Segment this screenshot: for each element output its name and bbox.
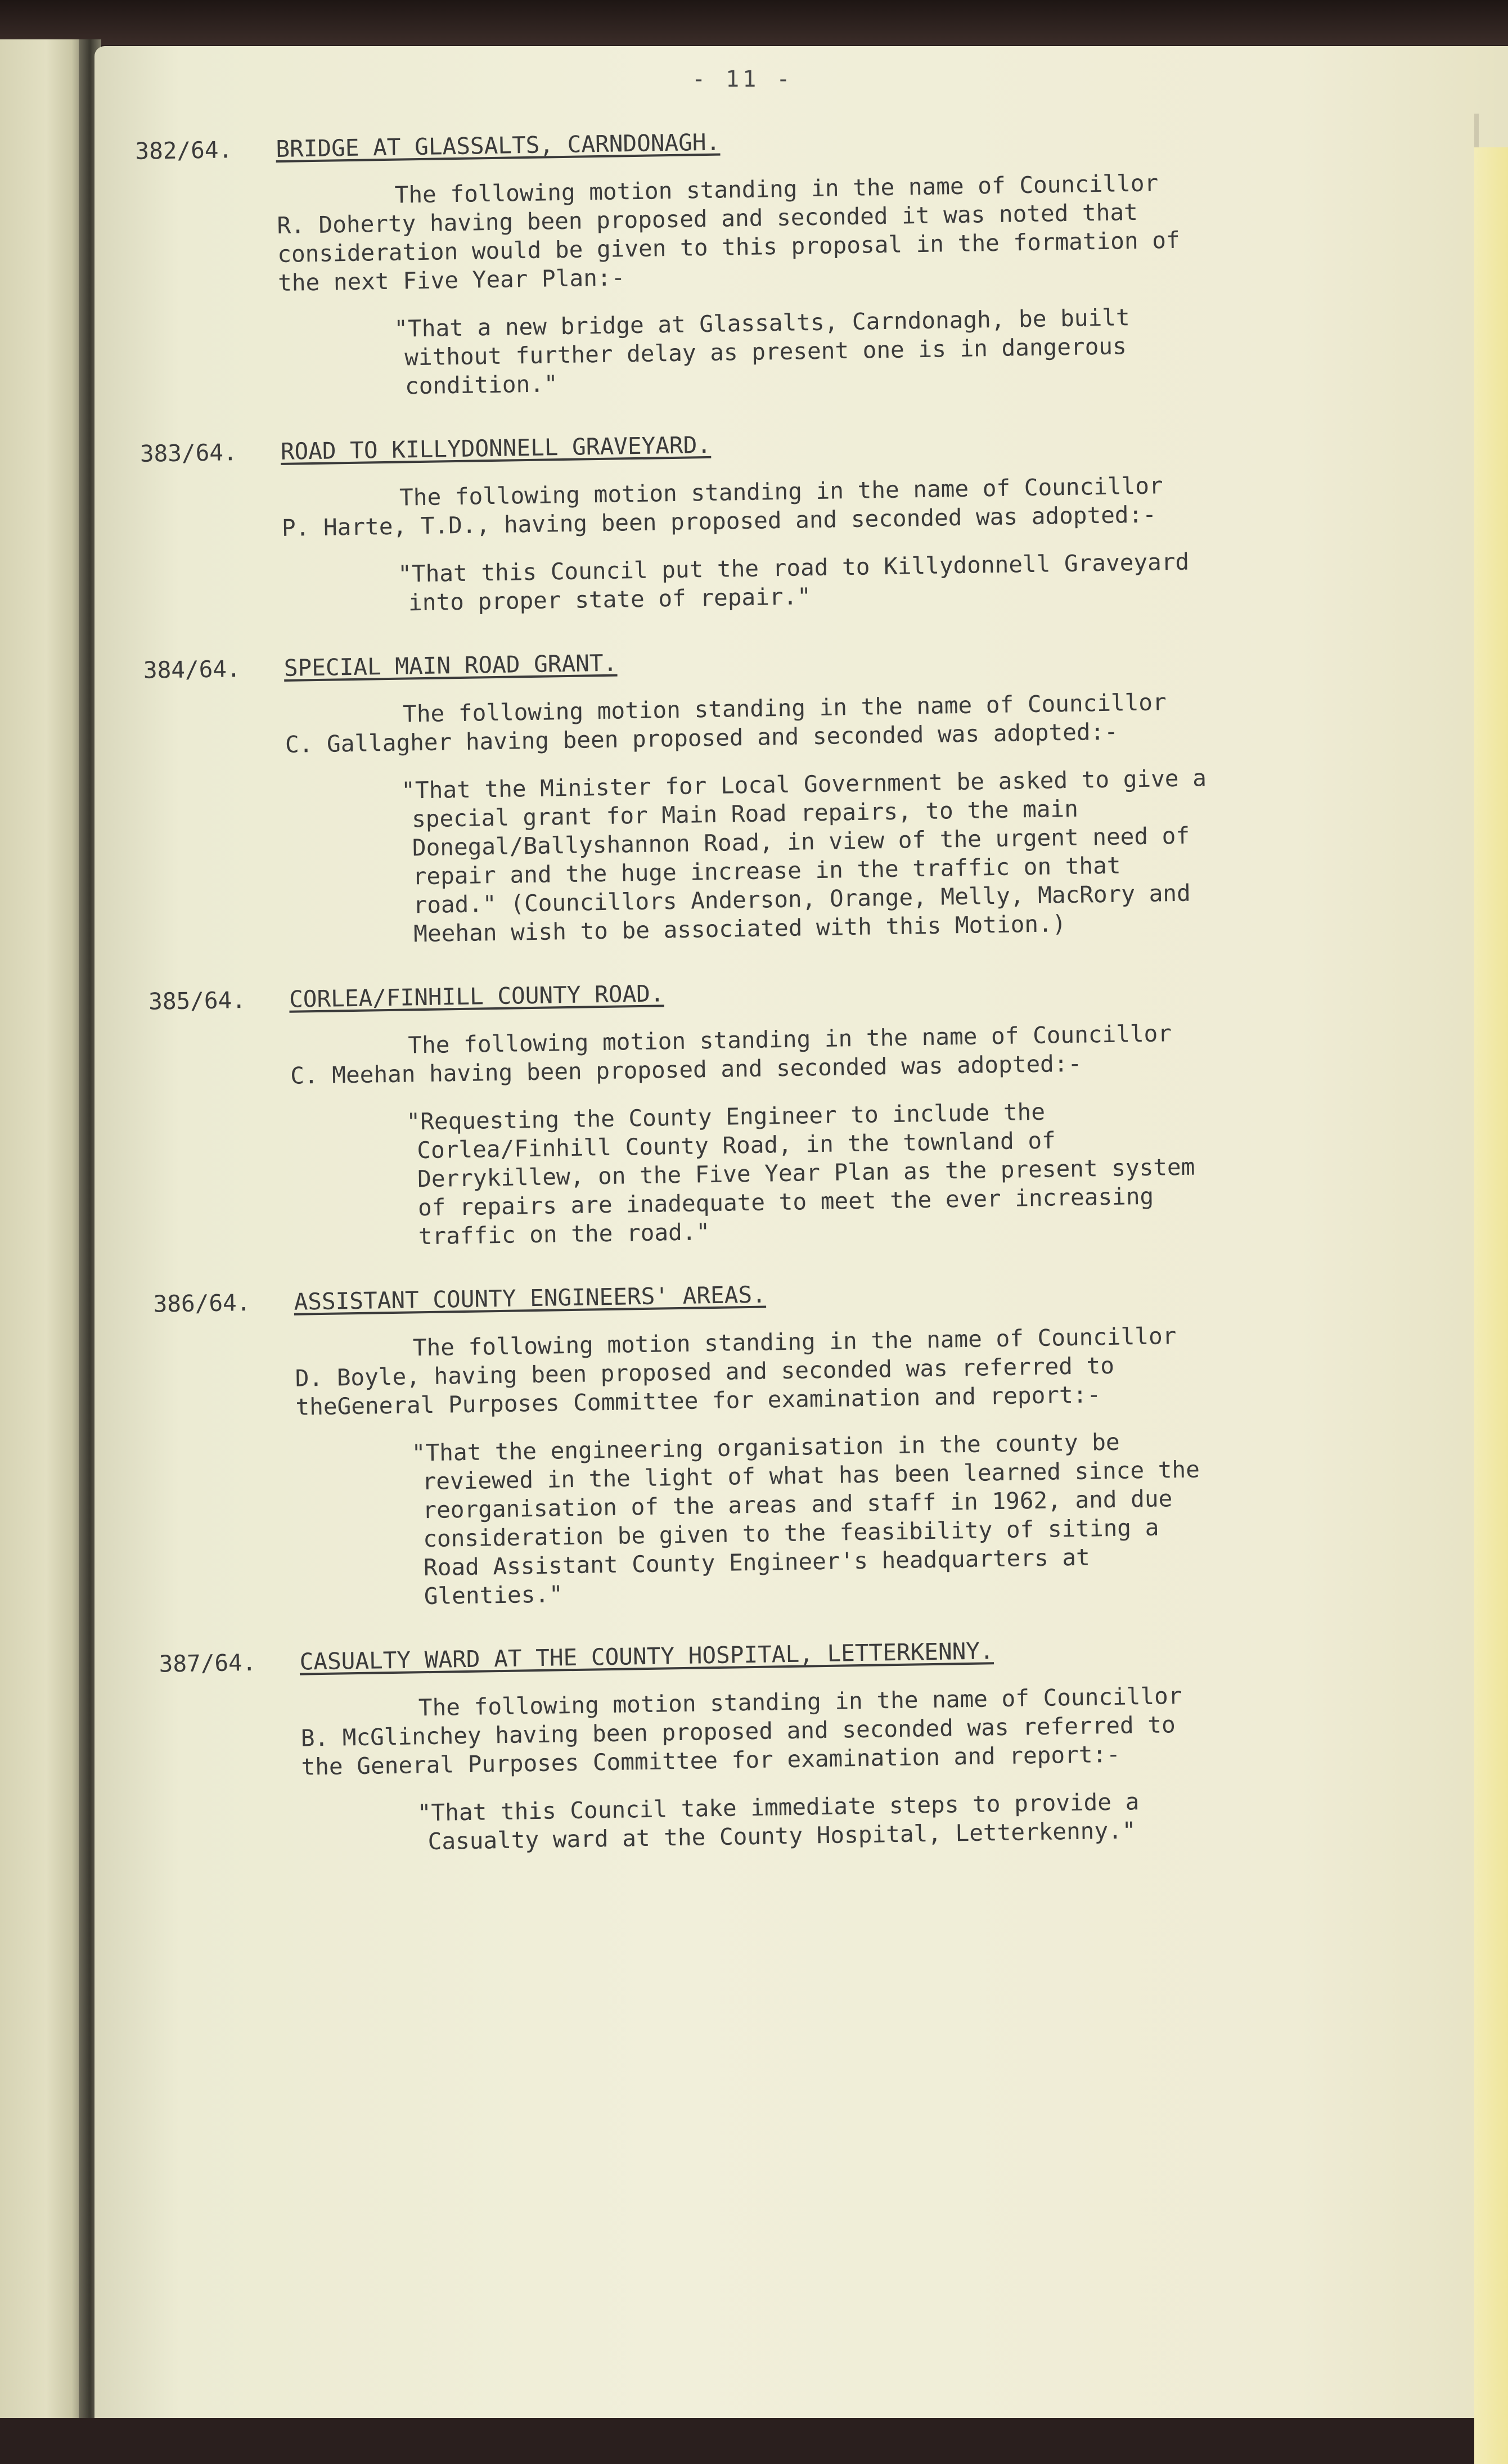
motion-text: "Requesting the County Engineer to include the Corlea/Finhill County Road, in the townland of Derrykillew, on the Five Year Plan as the present system of repairs are inadequate to meet the ever increasing traffic on the road." bbox=[406, 1098, 1195, 1250]
minute-intro: The following motion standing in the name of Councillor D. Boyle, having been proposed and seconded was referred to theGeneral Purposes Committee for examination and report:- bbox=[295, 1322, 1177, 1421]
minute-entry bbox=[148, 968, 1384, 1253]
minute-heading: ASSISTANT COUNTY ENGINEERS' AREAS. bbox=[294, 1281, 767, 1316]
minute-number: 387/64. bbox=[159, 1648, 256, 1678]
motion-text: "That this Council put the road to Killydonnell Graveyard into proper state of repair." bbox=[397, 548, 1190, 616]
facing-page bbox=[0, 39, 84, 2418]
minute-intro: The following motion standing in the name of Councillor P. Harte, T.D., having been proposed and seconded was adopted:- bbox=[281, 472, 1163, 542]
minute-intro: The following motion standing in the name of Councillor B. McGlinchey having been proposed and seconded was referred to the General Purposes Committee for examination and report:- bbox=[300, 1682, 1182, 1781]
minute-heading: SPECIAL MAIN ROAD GRANT. bbox=[283, 649, 618, 682]
minute-number: 384/64. bbox=[143, 655, 241, 684]
minute-intro: The following motion standing in the name of Councillor C. Gallagher having been proposed and seconded was adopted:- bbox=[285, 688, 1167, 758]
minute-heading: ROAD TO KILLYDONNELL GRAVEYARD. bbox=[280, 431, 712, 465]
minute-number: 382/64. bbox=[135, 136, 233, 165]
minute-number: 383/64. bbox=[139, 439, 238, 467]
motion-text: "That the Minister for Local Government be asked to give a special grant for Main Road repairs, to the main Donegal/Ballyshannon Road, in view of the urgent need of repair and the huge increase in the traffic on that road." (Councillors Anderson, Orange, Melly, MacRory and Meehan wish to be associated with this Motion.) bbox=[400, 764, 1207, 948]
motion-text: "That a new bridge at Glassalts, Carndonagh, be built without further delay as present one is in dangerous condition." bbox=[394, 304, 1130, 400]
minute-entry bbox=[153, 1271, 1390, 1612]
minutes-body bbox=[135, 118, 1394, 1893]
minute-entry bbox=[159, 1630, 1394, 1858]
minute-heading: BRIDGE AT GLASSALTS, CARNDONAGH. bbox=[276, 128, 721, 163]
minute-entry bbox=[135, 118, 1371, 403]
minute-number: 385/64. bbox=[148, 986, 246, 1015]
motion-text: "That this Council take immediate steps to provide a Casualty ward at the County Hospital, Letterkenny." bbox=[417, 1788, 1140, 1855]
minute-entry bbox=[139, 420, 1374, 619]
minute-heading: CORLEA/FINHILL COUNTY ROAD. bbox=[289, 980, 664, 1013]
minute-number: 386/64. bbox=[153, 1289, 251, 1318]
book-top-edge bbox=[0, 0, 1508, 45]
minute-entry bbox=[143, 637, 1379, 950]
page-edge-stack bbox=[1474, 147, 1508, 2464]
minute-intro: The following motion standing in the name of Councillor R. Doherty having been proposed and seconded it was noted that consideration would be given to this proposal in the formation of the next Five Year Plan:- bbox=[277, 169, 1180, 296]
minute-heading: CASUALTY WARD AT THE COUNTY HOSPITAL, LETTERKENNY. bbox=[299, 1637, 994, 1675]
motion-text: "That the engineering organisation in the county be reviewed in the light of what has been learned since the reorganisation of the areas and staff in 1962, and due consideration be given to the feasibility of siting a Road Assistant County Engineer's headquarters at Glenties." bbox=[411, 1428, 1200, 1610]
minute-intro: The following motion standing in the name of Councillor C. Meehan having been proposed and seconded was adopted:- bbox=[290, 1020, 1172, 1089]
page-number: - 11 - bbox=[692, 66, 794, 92]
